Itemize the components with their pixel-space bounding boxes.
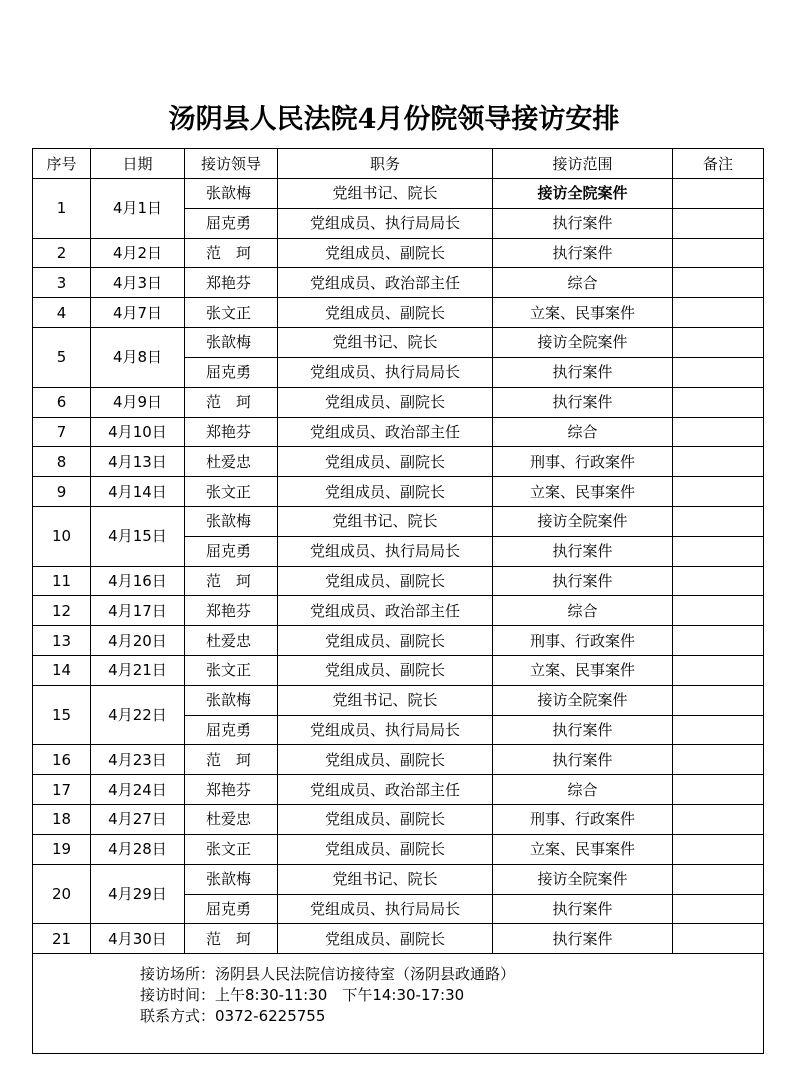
scope-cell: 执行案件: [493, 387, 673, 417]
seq-cell: 5: [33, 328, 91, 388]
note-cell: [673, 477, 764, 507]
scope-cell: 接访全院案件: [493, 328, 673, 358]
leader-cell: 张歆梅: [185, 864, 278, 894]
note-cell: [673, 208, 764, 238]
date-cell: 4月1日: [91, 179, 185, 239]
scope-cell: 立案、民事案件: [493, 477, 673, 507]
seq-cell: 1: [33, 179, 91, 239]
table-row: [33, 626, 764, 656]
header-date: 日期: [91, 149, 185, 179]
header-scope: 接访范围: [493, 149, 673, 179]
scope-cell: 接访全院案件: [493, 685, 673, 715]
position-cell: 党组书记、院长: [278, 179, 493, 209]
position-cell: 党组成员、副院长: [278, 447, 493, 477]
note-cell: [673, 894, 764, 924]
footer-row: [33, 954, 764, 1054]
leader-cell: 杜爱忠: [185, 447, 278, 477]
scope-cell: 执行案件: [493, 566, 673, 596]
position-cell: 党组书记、院长: [278, 864, 493, 894]
leader-cell: 范 珂: [185, 238, 278, 268]
leader-cell: 范 珂: [185, 566, 278, 596]
scope-cell: 执行案件: [493, 894, 673, 924]
note-cell: [673, 298, 764, 328]
note-cell: [673, 268, 764, 298]
seq-cell: 4: [33, 298, 91, 328]
page-title: 汤阴县人民法院4月份院领导接访安排: [168, 104, 620, 135]
position-cell: 党组成员、副院长: [278, 626, 493, 656]
scope-cell: 综合: [493, 268, 673, 298]
table-row: [33, 268, 764, 298]
note-cell: [673, 357, 764, 387]
scope-cell: 执行案件: [493, 208, 673, 238]
seq-cell: 20: [33, 864, 91, 924]
leader-cell: 杜爱忠: [185, 626, 278, 656]
note-cell: [673, 775, 764, 805]
note-cell: [673, 685, 764, 715]
leader-cell: 张文正: [185, 834, 278, 864]
note-cell: [673, 238, 764, 268]
position-cell: 党组成员、副院长: [278, 805, 493, 835]
date-cell: 4月27日: [91, 805, 185, 835]
position-cell: 党组成员、副院长: [278, 924, 493, 954]
table-row: [33, 447, 764, 477]
table-row: [33, 298, 764, 328]
note-cell: [673, 447, 764, 477]
date-cell: 4月22日: [91, 685, 185, 745]
date-cell: 4月17日: [91, 596, 185, 626]
leader-cell: 屈克勇: [185, 536, 278, 566]
scope-cell: 接访全院案件: [493, 506, 673, 536]
note-cell: [673, 745, 764, 775]
date-cell: 4月8日: [91, 328, 185, 388]
position-cell: 党组成员、政治部主任: [278, 596, 493, 626]
header-note: 备注: [673, 149, 764, 179]
seq-cell: 12: [33, 596, 91, 626]
position-cell: 党组成员、执行局局长: [278, 894, 493, 924]
leader-cell: 郑艳芬: [185, 775, 278, 805]
date-cell: 4月9日: [91, 387, 185, 417]
header-leader: 接访领导: [185, 149, 278, 179]
seq-cell: 11: [33, 566, 91, 596]
position-cell: 党组成员、副院长: [278, 387, 493, 417]
scope-cell: 接访全院案件: [493, 864, 673, 894]
scope-cell: 执行案件: [493, 536, 673, 566]
table-row: [33, 864, 764, 894]
note-cell: [673, 417, 764, 447]
scope-cell: 执行案件: [493, 357, 673, 387]
schedule-table: [32, 148, 764, 1054]
note-cell: [673, 834, 764, 864]
date-cell: 4月2日: [91, 238, 185, 268]
position-cell: 党组书记、院长: [278, 685, 493, 715]
position-cell: 党组书记、院长: [278, 328, 493, 358]
note-cell: [673, 536, 764, 566]
date-cell: 4月7日: [91, 298, 185, 328]
date-cell: 4月21日: [91, 656, 185, 686]
note-cell: [673, 656, 764, 686]
note-cell: [673, 864, 764, 894]
position-cell: 党组成员、副院长: [278, 566, 493, 596]
date-cell: 4月10日: [91, 417, 185, 447]
note-cell: [673, 805, 764, 835]
leader-cell: 屈克勇: [185, 715, 278, 745]
leader-cell: 屈克勇: [185, 208, 278, 238]
date-cell: 4月13日: [91, 447, 185, 477]
table-row: [33, 417, 764, 447]
table-row: [33, 745, 764, 775]
position-cell: 党组成员、副院长: [278, 656, 493, 686]
position-cell: 党组书记、院长: [278, 506, 493, 536]
date-cell: 4月30日: [91, 924, 185, 954]
leader-cell: 郑艳芬: [185, 417, 278, 447]
scope-cell: 综合: [493, 417, 673, 447]
scope-cell: 执行案件: [493, 238, 673, 268]
leader-cell: 张歆梅: [185, 506, 278, 536]
date-cell: 4月20日: [91, 626, 185, 656]
header-row: [33, 149, 764, 179]
table-row: [33, 387, 764, 417]
seq-cell: 7: [33, 417, 91, 447]
footer-contact: 联系方式：0372-6225755: [140, 1007, 326, 1026]
scope-cell: 综合: [493, 775, 673, 805]
note-cell: [673, 566, 764, 596]
leader-cell: 范 珂: [185, 924, 278, 954]
leader-cell: 屈克勇: [185, 357, 278, 387]
scope-cell: 执行案件: [493, 715, 673, 745]
seq-cell: 13: [33, 626, 91, 656]
date-cell: 4月14日: [91, 477, 185, 507]
scope-cell: 刑事、行政案件: [493, 626, 673, 656]
position-cell: 党组成员、副院长: [278, 745, 493, 775]
table-row: [33, 506, 764, 536]
seq-cell: 10: [33, 506, 91, 566]
table-row: [33, 834, 764, 864]
note-cell: [673, 179, 764, 209]
note-cell: [673, 626, 764, 656]
scope-cell: 综合: [493, 596, 673, 626]
note-cell: [673, 924, 764, 954]
footer-location: 接访场所：汤阴县人民法院信访接待室（汤阴县政通路）: [140, 965, 516, 984]
position-cell: 党组成员、执行局局长: [278, 208, 493, 238]
leader-cell: 范 珂: [185, 745, 278, 775]
position-cell: 党组成员、执行局局长: [278, 536, 493, 566]
note-cell: [673, 596, 764, 626]
leader-cell: 杜爱忠: [185, 805, 278, 835]
position-cell: 党组成员、副院长: [278, 298, 493, 328]
note-cell: [673, 506, 764, 536]
scope-cell: 执行案件: [493, 924, 673, 954]
leader-cell: 张文正: [185, 477, 278, 507]
leader-cell: 范 珂: [185, 387, 278, 417]
leader-cell: 张歆梅: [185, 328, 278, 358]
date-cell: 4月23日: [91, 745, 185, 775]
scope-cell: 刑事、行政案件: [493, 805, 673, 835]
date-cell: 4月28日: [91, 834, 185, 864]
leader-cell: 屈克勇: [185, 894, 278, 924]
table-row: [33, 924, 764, 954]
note-cell: [673, 715, 764, 745]
scope-cell: 刑事、行政案件: [493, 447, 673, 477]
seq-cell: 15: [33, 685, 91, 745]
date-cell: 4月15日: [91, 506, 185, 566]
date-cell: 4月29日: [91, 864, 185, 924]
leader-cell: 张文正: [185, 656, 278, 686]
table-row: [33, 775, 764, 805]
table-row: [33, 477, 764, 507]
leader-cell: 郑艳芬: [185, 596, 278, 626]
scope-cell: 执行案件: [493, 745, 673, 775]
leader-cell: 张歆梅: [185, 685, 278, 715]
note-cell: [673, 387, 764, 417]
date-cell: 4月16日: [91, 566, 185, 596]
position-cell: 党组成员、执行局局长: [278, 715, 493, 745]
position-cell: 党组成员、政治部主任: [278, 268, 493, 298]
table-row: [33, 328, 764, 358]
footer-time: 接访时间：上午8:30-11:30 下午14:30-17:30: [140, 986, 465, 1005]
seq-cell: 9: [33, 477, 91, 507]
leader-cell: 张歆梅: [185, 179, 278, 209]
position-cell: 党组成员、政治部主任: [278, 775, 493, 805]
note-cell: [673, 328, 764, 358]
seq-cell: 17: [33, 775, 91, 805]
table-row: [33, 566, 764, 596]
leader-cell: 张文正: [185, 298, 278, 328]
scope-cell: 立案、民事案件: [493, 298, 673, 328]
scope-cell: 接访全院案件: [493, 179, 673, 209]
header-seq: 序号: [33, 149, 91, 179]
table-row: [33, 685, 764, 715]
position-cell: 党组成员、副院长: [278, 238, 493, 268]
position-cell: 党组成员、副院长: [278, 477, 493, 507]
leader-cell: 郑艳芬: [185, 268, 278, 298]
table-row: [33, 179, 764, 209]
seq-cell: 18: [33, 805, 91, 835]
seq-cell: 19: [33, 834, 91, 864]
position-cell: 党组成员、副院长: [278, 834, 493, 864]
seq-cell: 16: [33, 745, 91, 775]
seq-cell: 21: [33, 924, 91, 954]
header-position: 职务: [278, 149, 493, 179]
seq-cell: 8: [33, 447, 91, 477]
date-cell: 4月3日: [91, 268, 185, 298]
seq-cell: 14: [33, 656, 91, 686]
seq-cell: 6: [33, 387, 91, 417]
table-row: [33, 805, 764, 835]
scope-cell: 立案、民事案件: [493, 656, 673, 686]
table-row: [33, 238, 764, 268]
table-row: [33, 656, 764, 686]
seq-cell: 2: [33, 238, 91, 268]
table-row: [33, 596, 764, 626]
position-cell: 党组成员、执行局局长: [278, 357, 493, 387]
date-cell: 4月24日: [91, 775, 185, 805]
seq-cell: 3: [33, 268, 91, 298]
footer-info: [33, 954, 764, 1054]
scope-cell: 立案、民事案件: [493, 834, 673, 864]
position-cell: 党组成员、政治部主任: [278, 417, 493, 447]
